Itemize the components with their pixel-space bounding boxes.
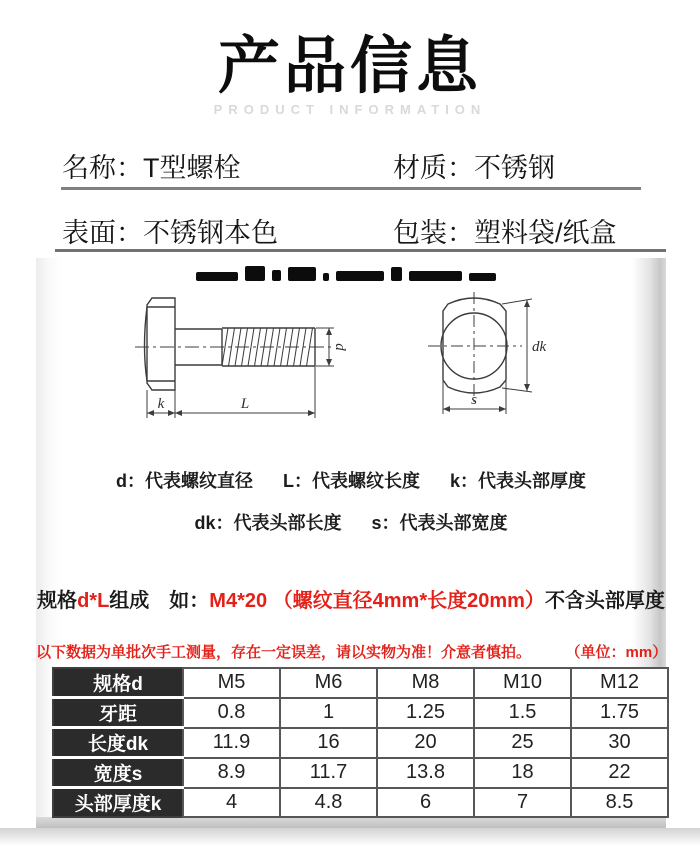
table-row bbox=[53, 788, 668, 818]
dimension-legend-line-2 bbox=[36, 509, 666, 535]
spec-cell: 11.9 bbox=[183, 728, 280, 758]
field-name-label: 名称： bbox=[62, 153, 143, 183]
field-surface-label: 表面： bbox=[62, 218, 143, 248]
spec-cell: 30 bbox=[571, 728, 668, 758]
table-row bbox=[53, 728, 668, 758]
spec-cell: 22 bbox=[571, 758, 668, 788]
table-row bbox=[53, 758, 668, 788]
page-title: 产品信息 bbox=[217, 32, 482, 101]
spec-cell: 0.8 bbox=[183, 698, 280, 728]
spec-cell: 7 bbox=[474, 788, 571, 818]
spec-seg-red: M4*20 （螺纹直径4mm*长度20mm） bbox=[209, 590, 545, 612]
divider-line bbox=[55, 249, 666, 252]
spec-cell: 1.25 bbox=[377, 698, 474, 728]
field-packaging-label: 包装： bbox=[393, 218, 474, 248]
spec-table-body bbox=[53, 668, 668, 817]
measurement-warning bbox=[36, 641, 666, 662]
table-row bbox=[53, 698, 668, 728]
spec-cell: 1.75 bbox=[571, 698, 668, 728]
field-surface bbox=[62, 211, 278, 250]
row-header: 规格d bbox=[53, 668, 183, 698]
spec-cell: M8 bbox=[377, 668, 474, 698]
row-header: 宽度s bbox=[53, 758, 183, 788]
row-header: 头部厚度k bbox=[53, 788, 183, 818]
spec-cell: 4.8 bbox=[280, 788, 377, 818]
cropped-text-fragment bbox=[196, 264, 496, 281]
spec-cell: M6 bbox=[280, 668, 377, 698]
dim-label-L: L bbox=[240, 396, 250, 412]
field-material bbox=[393, 146, 555, 185]
image-bottom-edge bbox=[36, 817, 666, 828]
legend-item-d: d：代表螺纹直径 bbox=[115, 471, 253, 491]
spec-cell: 4 bbox=[183, 788, 280, 818]
field-surface-value: 不锈钢本色 bbox=[143, 218, 278, 248]
legend-item-L: L：代表螺纹长度 bbox=[282, 471, 420, 491]
spec-seg: 组成 如： bbox=[109, 590, 210, 612]
spec-cell: 20 bbox=[377, 728, 474, 758]
divider-line bbox=[61, 187, 641, 190]
legend-item-s: s：代表头部宽度 bbox=[371, 513, 508, 533]
image-drop-shadow bbox=[0, 828, 700, 845]
dim-label-dk: dk bbox=[532, 339, 547, 355]
field-material-label: 材质： bbox=[393, 153, 474, 183]
bolt-technical-drawing bbox=[40, 288, 656, 460]
spec-cell: 6 bbox=[377, 788, 474, 818]
info-row-1 bbox=[0, 146, 700, 183]
dimension-legend-line-1 bbox=[36, 467, 666, 493]
dim-label-d: d bbox=[332, 343, 348, 351]
table-row bbox=[53, 668, 668, 698]
spec-cell: 25 bbox=[474, 728, 571, 758]
spec-cell: M5 bbox=[183, 668, 280, 698]
unit-note: （单位：mm） bbox=[573, 644, 668, 661]
field-material-value: 不锈钢 bbox=[474, 153, 555, 183]
field-packaging-value: 塑料袋/纸盒 bbox=[474, 218, 617, 248]
warning-text: 以下数据为单批次手工测量，存在一定误差，请以实物为准！介意者慎拍。 bbox=[36, 644, 532, 661]
spec-cell: 11.7 bbox=[280, 758, 377, 788]
field-packaging bbox=[393, 211, 617, 250]
row-header: 长度dk bbox=[53, 728, 183, 758]
bolt-top-view bbox=[428, 292, 532, 414]
spec-seg: 不含头部厚度 bbox=[544, 590, 665, 612]
spec-cell: M12 bbox=[571, 668, 668, 698]
row-header: 牙距 bbox=[53, 698, 183, 728]
spec-cell: 1 bbox=[280, 698, 377, 728]
legend-item-dk: dk：代表头部长度 bbox=[194, 513, 342, 533]
bolt-side-view bbox=[135, 298, 334, 418]
info-row-2 bbox=[0, 211, 700, 248]
field-name bbox=[62, 146, 241, 185]
spec-cell: 16 bbox=[280, 728, 377, 758]
legend-item-k: k：代表头部厚度 bbox=[449, 471, 586, 491]
spec-cell: 8.5 bbox=[571, 788, 668, 818]
spec-cell: 13.8 bbox=[377, 758, 474, 788]
spec-seg-red: d*L bbox=[77, 590, 110, 612]
spec-seg: 规格 bbox=[37, 590, 78, 612]
spec-cell: 8.9 bbox=[183, 758, 280, 788]
spec-table bbox=[52, 667, 669, 818]
dim-label-s: s bbox=[471, 392, 477, 408]
dim-label-k: k bbox=[157, 396, 165, 412]
spec-naming-rule bbox=[36, 584, 666, 613]
page-subtitle: PRODUCT INFORMATION bbox=[213, 102, 487, 117]
field-name-value: T型螺栓 bbox=[143, 153, 241, 183]
spec-cell: M10 bbox=[474, 668, 571, 698]
spec-cell: 1.5 bbox=[474, 698, 571, 728]
spec-cell: 18 bbox=[474, 758, 571, 788]
